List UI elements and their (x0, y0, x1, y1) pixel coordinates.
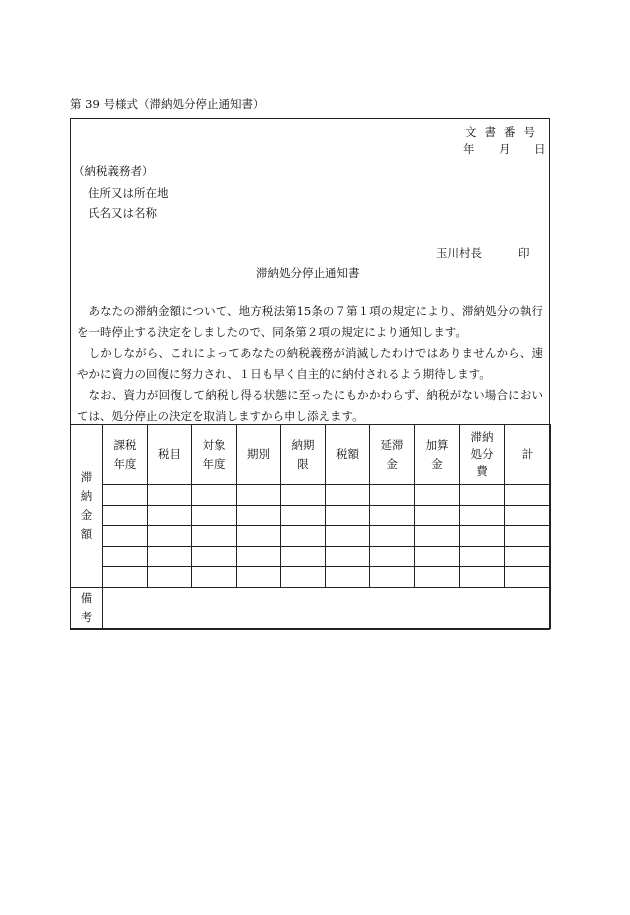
table-cell (103, 526, 148, 547)
table-cell (192, 567, 237, 588)
column-header-line: 年度 (202, 456, 226, 471)
table-cell (505, 505, 551, 526)
column-header-line: 限 (297, 456, 309, 471)
paragraph: あなたの滞納金額について、地方税法第15条の７第１項の規定により、滞納処分の執行を一時停止する決定をしましたので、同条第２項の規定により通知します。 (77, 304, 543, 339)
paragraph: なお、資力が回復して納税し得る状態に至ったにもかかわらず、納税がない場合においては、処分停止の決定を取消しますから申し添えます。 (77, 388, 543, 423)
table-cell (460, 526, 505, 547)
table-cell (505, 546, 551, 567)
table-cell (415, 505, 460, 526)
column-header-line: 対象 (202, 437, 226, 452)
table-cell (103, 505, 148, 526)
column-header-line: 期別 (247, 447, 270, 461)
column-header (460, 425, 505, 485)
column-header-line: 年度 (113, 456, 137, 471)
addressee-label: （納税義務者） (73, 164, 154, 178)
column-header-line: 納期 (291, 437, 315, 452)
table-cell (415, 546, 460, 567)
table-cell (505, 485, 551, 506)
side-label-char: 滞 (80, 469, 93, 484)
table-cell (148, 526, 192, 547)
remarks-label-cell (71, 587, 103, 628)
column-header (281, 425, 326, 485)
remarks-label-char: 考 (80, 609, 93, 624)
table-row (71, 505, 551, 526)
remarks-value-cell (103, 587, 551, 628)
column-header (505, 425, 551, 485)
remarks-label-char: 備 (80, 590, 93, 605)
table-cell (460, 567, 505, 588)
document-title: 滞納処分停止通知書 (256, 266, 360, 280)
column-header-line: 延滞 (380, 437, 404, 452)
table-cell (103, 485, 148, 506)
date-day-label: 日 (534, 142, 546, 156)
table-cell (460, 505, 505, 526)
column-header-line: 金 (431, 456, 443, 471)
column-header-line: 税額 (336, 447, 359, 461)
table-cell (326, 485, 370, 506)
column-header-line: 金 (386, 456, 398, 471)
table-cell (326, 546, 370, 567)
date-year-label: 年 (463, 142, 475, 156)
table-cell (281, 567, 326, 588)
table-cell (281, 546, 326, 567)
table-cell (148, 505, 192, 526)
column-header (415, 425, 460, 485)
table-cell (192, 505, 237, 526)
table-cell (505, 567, 551, 588)
table-cell (103, 567, 148, 588)
table-cell (192, 526, 237, 547)
table-cell (370, 567, 415, 588)
column-header-line: 滞納 (470, 430, 494, 444)
table-row (71, 526, 551, 547)
column-header (237, 425, 281, 485)
table-row (71, 546, 551, 567)
side-label-char: 額 (80, 526, 93, 541)
table-row (71, 485, 551, 506)
document-number-label: 文書番号 (465, 125, 543, 139)
column-header (103, 425, 148, 485)
column-header (326, 425, 370, 485)
table-cell (237, 526, 281, 547)
table-cell (192, 546, 237, 567)
name-label: 氏名又は名称 (88, 206, 157, 220)
column-header (370, 425, 415, 485)
table-cell (237, 546, 281, 567)
table-cell (281, 526, 326, 547)
table-cell (326, 526, 370, 547)
table-cell (370, 526, 415, 547)
date-month-label: 月 (499, 142, 511, 156)
table-cell (460, 485, 505, 506)
form-title: 第 39 号様式（滞納処分停止通知書） (70, 97, 265, 111)
table-cell (237, 485, 281, 506)
table-cell (505, 526, 551, 547)
address-label: 住所又は所在地 (88, 186, 169, 200)
table-cell (326, 505, 370, 526)
paragraph: しかしながら、これによってあなたの納税義務が消滅したわけではありませんから、速やかに資力の回復に努力され、１日も早く自主的に納付されるよう期待します。 (77, 346, 543, 381)
table-cell (148, 567, 192, 588)
table-cell (415, 485, 460, 506)
side-label-cell (71, 425, 103, 588)
column-header (192, 425, 237, 485)
column-header-line: 計 (521, 447, 534, 461)
table-cell (326, 567, 370, 588)
table-cell (103, 546, 148, 567)
column-header-line: 処分 (470, 447, 494, 461)
side-label-char: 納 (80, 488, 93, 503)
notice-frame (70, 118, 550, 630)
table-cell (148, 546, 192, 567)
table-cell (237, 567, 281, 588)
column-header-line: 費 (476, 464, 488, 478)
table-cell (370, 546, 415, 567)
table-cell (148, 485, 192, 506)
notice-body (77, 301, 543, 427)
table-cell (460, 546, 505, 567)
table-cell (192, 485, 237, 506)
table-row (71, 567, 551, 588)
sender-name: 玉川村長 (436, 246, 482, 260)
table-cell (281, 505, 326, 526)
side-label-char: 金 (80, 507, 93, 522)
table-cell (415, 567, 460, 588)
seal-label: 印 (518, 246, 530, 260)
column-header-line: 加算 (425, 437, 449, 452)
table-cell (237, 505, 281, 526)
delinquent-amount-table (70, 424, 551, 629)
column-header-line: 税目 (158, 447, 181, 461)
table-cell (281, 485, 326, 506)
table-cell (370, 485, 415, 506)
column-header (148, 425, 192, 485)
table-cell (370, 505, 415, 526)
column-header-line: 課税 (113, 437, 137, 452)
table-cell (415, 526, 460, 547)
